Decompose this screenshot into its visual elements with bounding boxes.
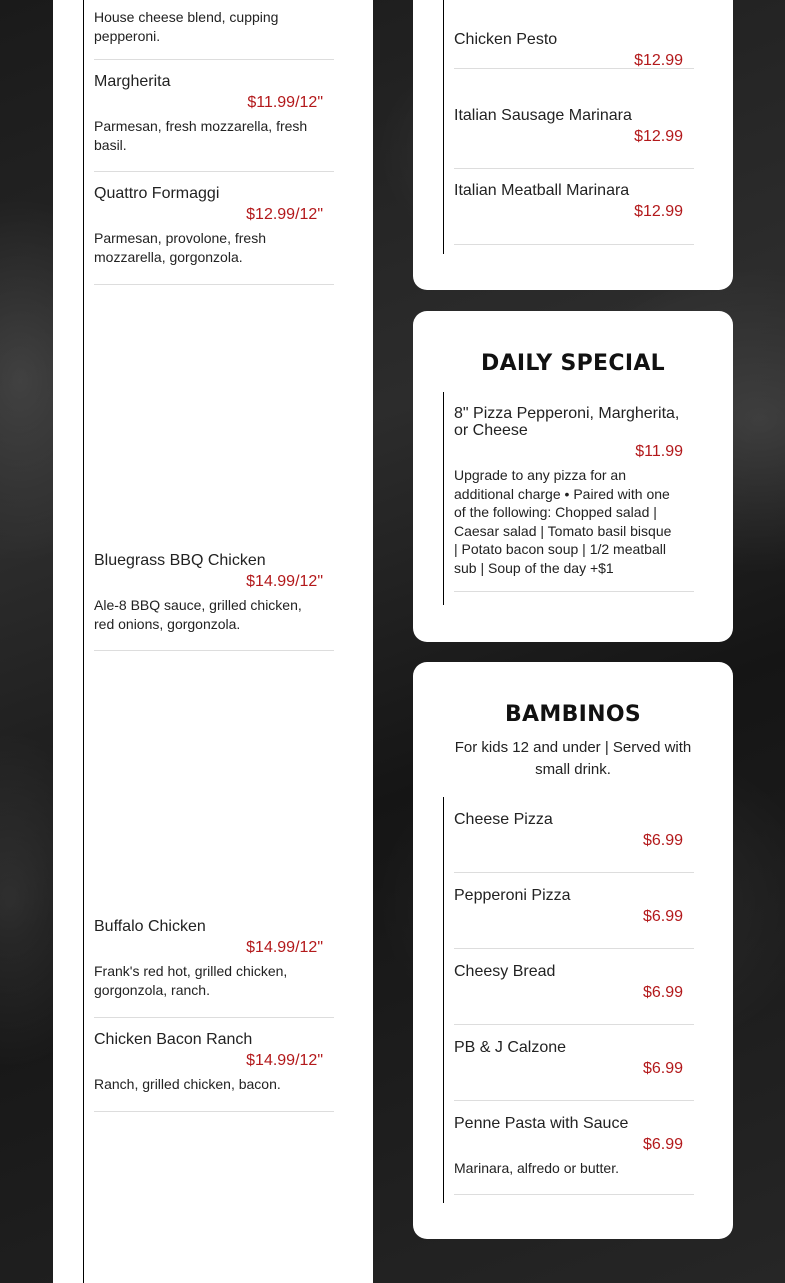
bambinos-card bbox=[413, 662, 733, 1239]
item-name: Cheese Pizza bbox=[454, 811, 553, 828]
item-name: Cheesy Bread bbox=[454, 963, 556, 980]
card-item-list bbox=[443, 797, 733, 1203]
item-price: $12.99/12" bbox=[246, 206, 323, 223]
item-name: Bluegrass BBQ Chicken bbox=[94, 552, 266, 569]
menu-item bbox=[454, 181, 694, 245]
menu-item bbox=[454, 873, 694, 949]
item-name: Chicken Pesto bbox=[454, 31, 558, 48]
item-price: $6.99 bbox=[642, 832, 683, 849]
item-name: Quattro Formaggi bbox=[94, 185, 220, 202]
item-description: Upgrade to any pizza for an additional charge • Paired with one of the following: Chopped salad | Caesar salad | Tomato basil bisque | Potato bacon soup | 1/2 meatball sub | Soup of the day +$1 bbox=[454, 467, 672, 576]
item-description: Parmesan, fresh mozzarella, fresh basil. bbox=[94, 118, 308, 153]
item-price: $6.99 bbox=[642, 984, 683, 1001]
item-description: Parmesan, provolone, fresh mozzarella, gorgonzola. bbox=[94, 230, 266, 265]
item-name: Margherita bbox=[94, 73, 171, 90]
menu-item bbox=[454, 30, 694, 69]
item-price: $14.99/12" bbox=[246, 939, 323, 956]
item-price: $11.99/12" bbox=[247, 94, 323, 111]
daily-special-card bbox=[413, 311, 733, 642]
menu-item bbox=[94, 551, 334, 651]
menu-item bbox=[94, 917, 334, 1018]
menu-item bbox=[454, 1101, 694, 1195]
card-item-list bbox=[443, 0, 683, 254]
menu-item bbox=[454, 392, 694, 592]
item-name: Penne Pasta with Sauce bbox=[454, 1115, 629, 1132]
card-title: DAILY SPECIAL bbox=[481, 351, 665, 376]
item-name: Italian Sausage Marinara bbox=[454, 107, 632, 124]
item-price: $12.99 bbox=[634, 52, 683, 69]
card-item-list bbox=[443, 392, 733, 605]
menu-item bbox=[454, 106, 694, 169]
card-title: BAMBINOS bbox=[504, 702, 641, 727]
item-price: $6.99 bbox=[642, 1060, 683, 1077]
item-price: $12.99 bbox=[634, 203, 683, 220]
item-price: $14.99/12" bbox=[246, 573, 323, 590]
menu-item bbox=[94, 6, 334, 60]
item-description: House cheese blend, cupping pepperoni. bbox=[94, 9, 279, 44]
item-name: 8" Pizza Pepperoni, Margherita, or Cheese bbox=[454, 405, 680, 439]
item-price: $12.99 bbox=[634, 128, 683, 145]
item-description: Marinara, alfredo or butter. bbox=[454, 1160, 619, 1176]
pasta-card bbox=[413, 0, 733, 290]
menu-item bbox=[454, 1025, 694, 1101]
item-name: Pepperoni Pizza bbox=[454, 887, 571, 904]
item-name: Buffalo Chicken bbox=[94, 918, 206, 935]
item-price: $6.99 bbox=[642, 908, 683, 925]
menu-item bbox=[454, 949, 694, 1025]
item-price: $6.99 bbox=[642, 1136, 683, 1153]
card-subtitle: For kids 12 and under | Served with small drink. bbox=[454, 739, 692, 778]
column-divider bbox=[83, 0, 84, 1283]
item-description: Frank's red hot, grilled chicken, gorgonzola, ranch. bbox=[94, 963, 288, 998]
item-name: Chicken Bacon Ranch bbox=[94, 1031, 253, 1048]
menu-item bbox=[94, 1030, 334, 1112]
item-name: Italian Meatball Marinara bbox=[454, 182, 630, 199]
item-description: Ranch, grilled chicken, bacon. bbox=[94, 1076, 281, 1092]
menu-item bbox=[454, 797, 694, 873]
item-description: Ale-8 BBQ sauce, grilled chicken, red onions, gorgonzola. bbox=[94, 597, 302, 632]
item-price: $14.99/12" bbox=[246, 1052, 323, 1069]
menu-item bbox=[94, 72, 334, 172]
menu-item bbox=[94, 184, 334, 285]
item-price: $11.99 bbox=[635, 443, 683, 460]
item-name: PB & J Calzone bbox=[454, 1039, 567, 1056]
